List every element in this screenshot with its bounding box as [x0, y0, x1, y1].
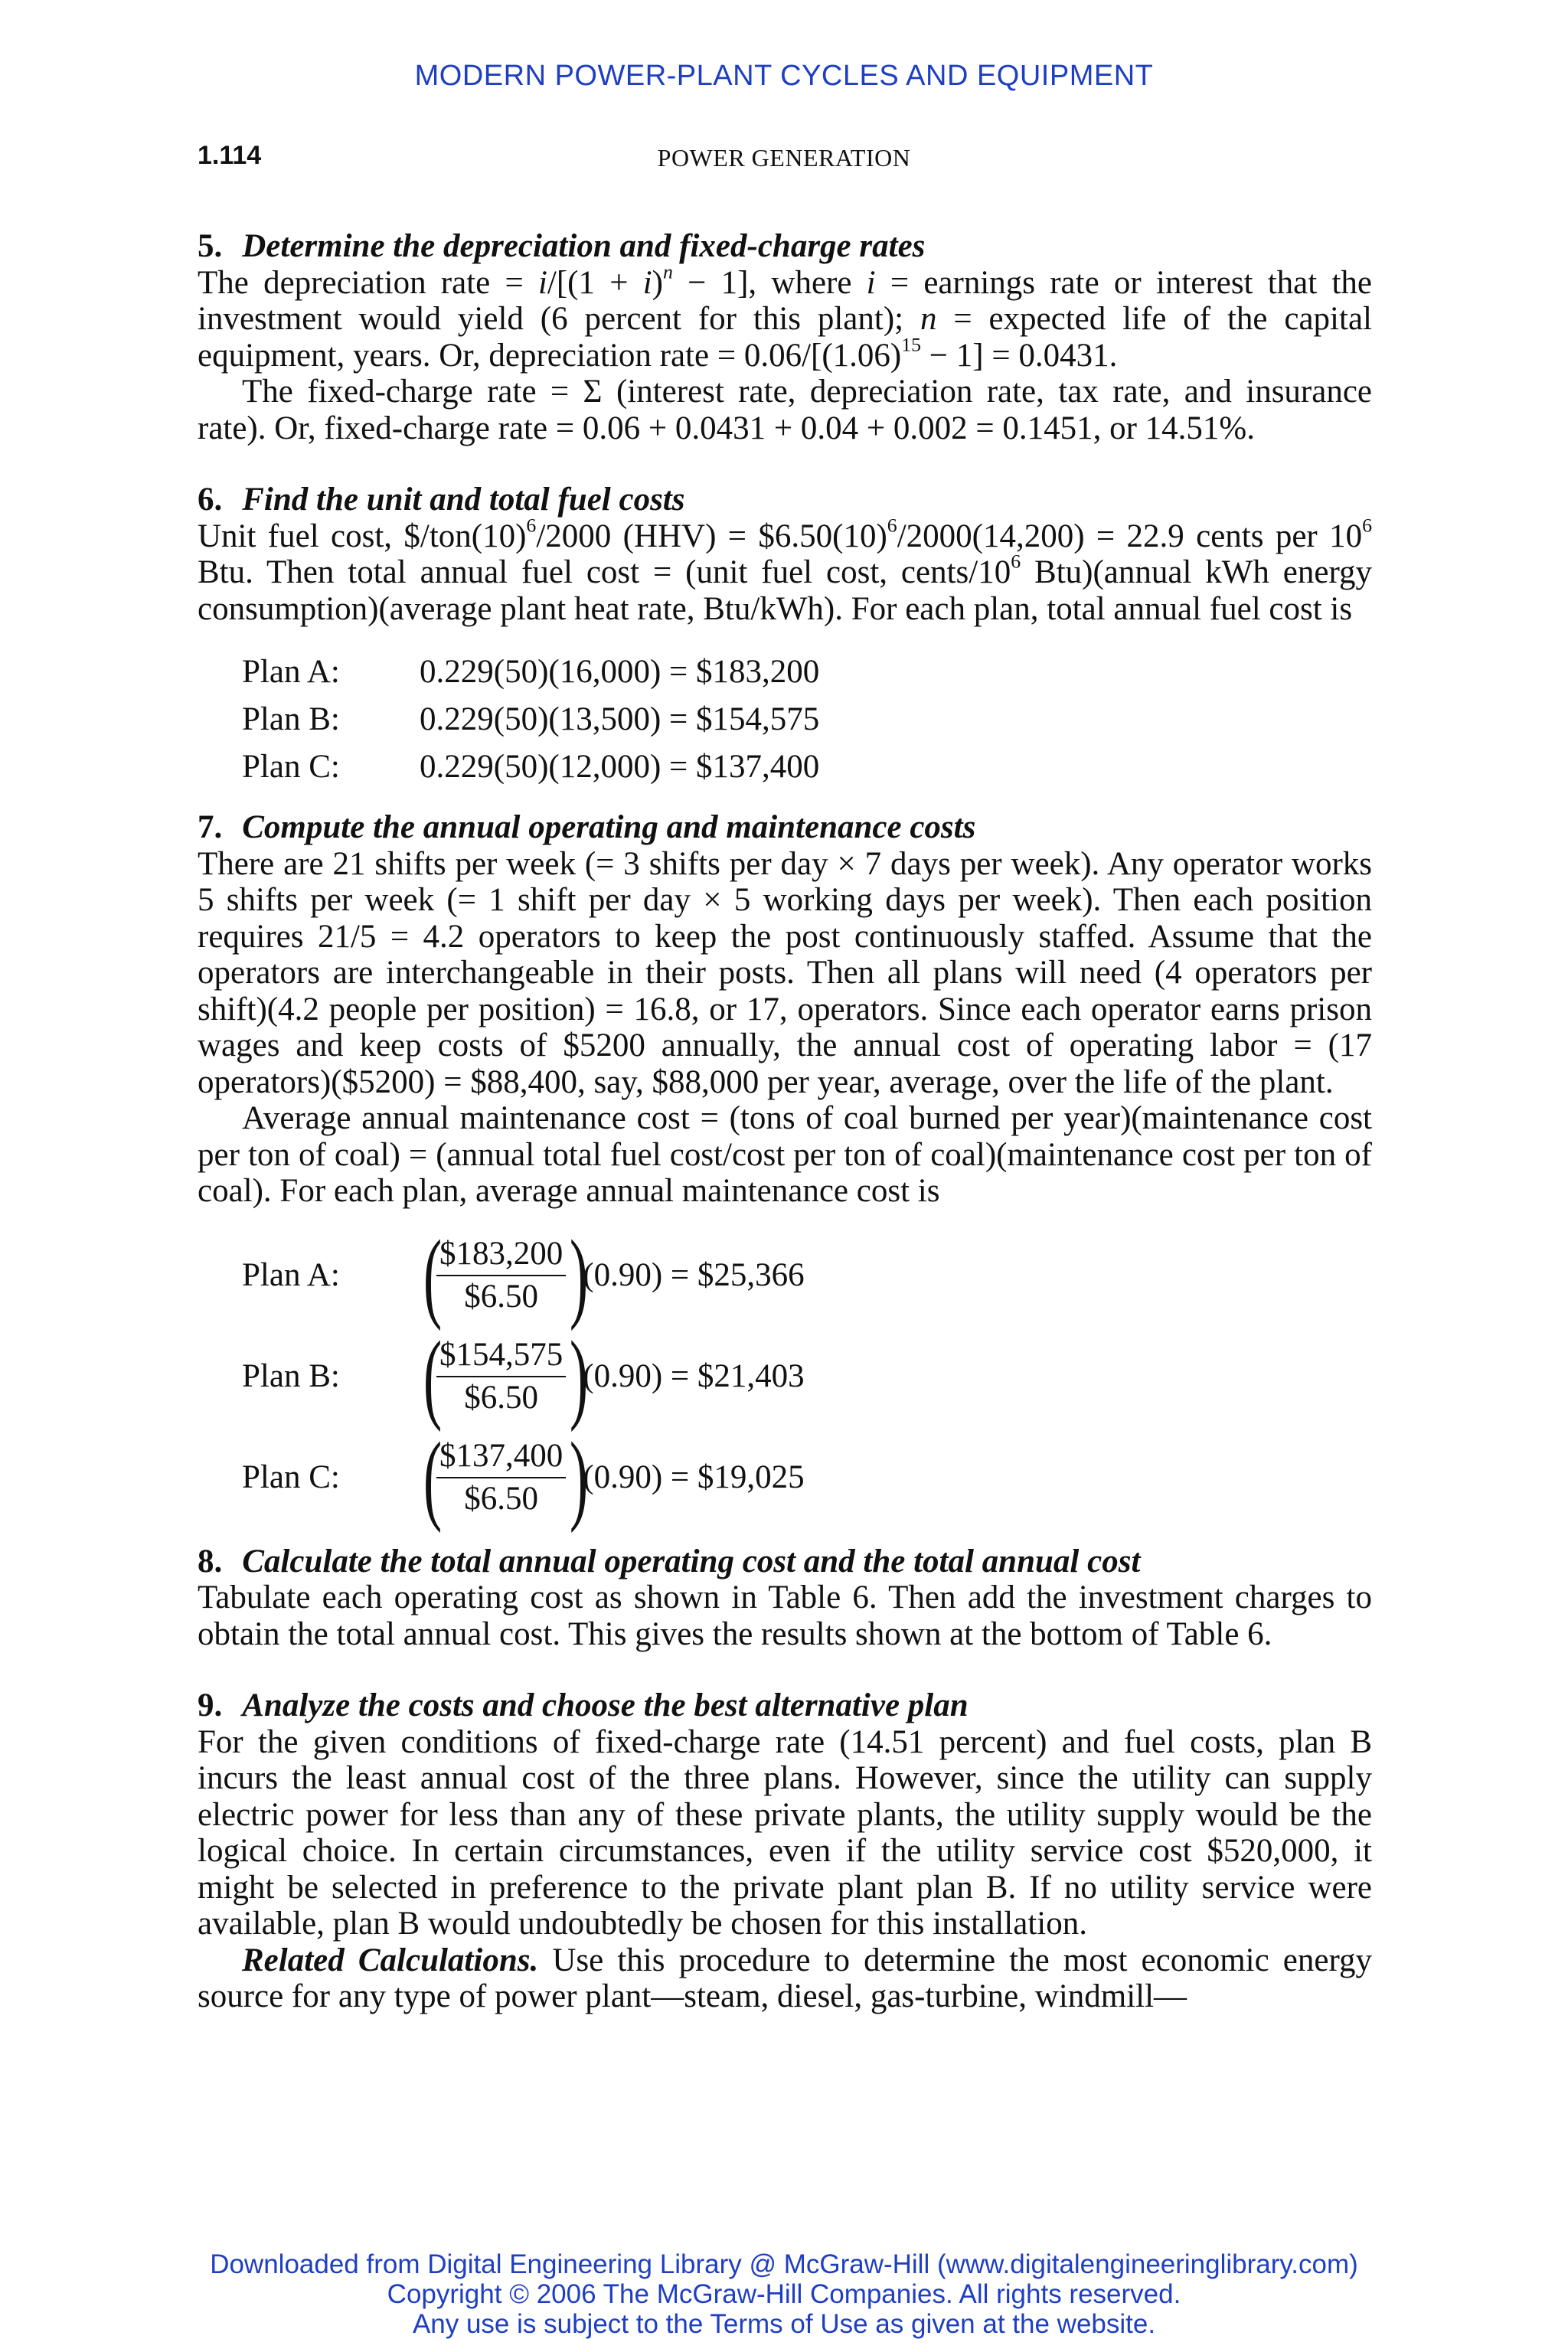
footer-copyright: Copyright © 2006 The McGraw-Hill Companies. All rights reserved. — [387, 2279, 1181, 2309]
section-heading — [198, 1687, 1372, 1724]
copyright-footer — [0, 2249, 1568, 2339]
section-9 — [198, 1687, 1372, 2015]
fraction — [436, 1233, 566, 1318]
paragraph: The depreciation rate = $i/[(1 + i)^n - 1]$, where i = earnings rate or interest that the investment would yield (6 percent for this plant); n = expected life of the capital equipment, years. Or, depreciation rate = $0.06/[(1.06)^{15} - 1] = 0.0431$. — [198, 260, 1372, 374]
section-heading — [198, 482, 1372, 518]
section-number: 5. — [198, 228, 223, 264]
section-8 — [198, 1544, 1372, 1653]
section-title: Determine the depreciation and fixed-charge rates — [242, 228, 926, 264]
section-heading — [198, 1544, 1372, 1580]
section-7 — [198, 809, 1372, 1534]
plan-row — [242, 1326, 805, 1427]
plan-label: Plan B: — [242, 1357, 340, 1394]
section-heading — [198, 809, 1372, 846]
left-paren: ( — [423, 1420, 443, 1534]
plan-row — [242, 1225, 805, 1326]
plan-row — [242, 696, 819, 743]
book-title-banner[interactable]: MODERN POWER-PLANT CYCLES AND EQUIPMENT — [414, 60, 1154, 92]
maintenance-cost-table — [242, 1218, 805, 1534]
expression-rest: (0.90) = $19,025 — [583, 1459, 805, 1495]
denominator: $6.50 — [464, 1278, 538, 1315]
section-title: Find the unit and total fuel costs — [242, 482, 685, 518]
plan-expression: 0.229(50)(16,000) = $183,200 — [420, 654, 820, 691]
footer-terms-link[interactable]: Any use is subject to the Terms of Use as given at the website. — [412, 2309, 1156, 2339]
section-title: Calculate the total annual operating cost and the total annual cost — [242, 1543, 1141, 1579]
paragraph: Tabulate each operating cost as shown in Table 6. Then add the investment charges to obtain the total annual cost. This gives the results shown at the bottom of Table 6. — [198, 1579, 1372, 1652]
plan-expression — [420, 1319, 805, 1432]
denominator: $6.50 — [464, 1379, 538, 1416]
paragraph: Average annual maintenance cost = (tons of coal burned per year)(maintenance cost per ton of coal) = (annual total fuel cost/cost per ton of coal)(maintenance cost per ton of coal). For each plan, average annual maintenance cost is — [198, 1100, 1372, 1209]
plan-expression — [420, 1218, 805, 1331]
right-paren: ) — [570, 1218, 589, 1331]
left-paren: ( — [423, 1319, 443, 1432]
paragraph: There are 21 shifts per week (= 3 shifts per day × 7 days per week). Any operator works 5 shifts per week (= 1 shift per day × 5 working days per week). Then each position requires 21/5 = 4.2 operators to keep the post continuously staffed. Assume that the operators are interchangeable in their posts. Then all plans will need (4 operators per shift)(4.2 people per position) = 16.8, or 17, operators. Since each operator earns prison wages and keep costs of $5200 annually, the annual cost of operating labor = (17 operators)($5200) = $88,400, say, $88,000 per year, average, over the life of the plant. — [198, 845, 1372, 1100]
plan-label: Plan C: — [242, 749, 340, 786]
plan-row — [242, 1427, 805, 1528]
right-paren: ) — [570, 1420, 589, 1534]
plan-expression: 0.229(50)(12,000) = $137,400 — [420, 749, 820, 786]
paragraph: The fixed-charge rate = Σ (interest rate, depreciation rate, tax rate, and insurance rate). Or, fixed-charge rate = 0.06 + 0.0431 + 0.04 + 0.002 = 0.1451, or 14.51%. — [198, 374, 1372, 446]
related-calculations-label: Related Calculations. — [242, 1942, 539, 1978]
section-number: 8. — [198, 1543, 223, 1579]
plan-label: Plan B: — [242, 701, 340, 738]
paragraph: Unit fuel cost, $\$/ton(10)^6/2000$ $(HHV) = \$6.50(10)^6/2000(14,200) = 22.9$ cents per $10^6$ Btu. Then total annual fuel cost = (unit fuel cost, cents/$10^6$ Btu)(annual kWh energy consumption)(average plant heat rate, Btu/kWh). For each plan, total annual fuel cost is — [198, 514, 1372, 627]
section-number: 9. — [198, 1687, 223, 1723]
page-body — [198, 228, 1372, 2015]
numerator: $154,575 — [436, 1334, 566, 1377]
plan-row — [242, 743, 819, 791]
section-title: Compute the annual operating and maintenance costs — [242, 809, 976, 845]
related-calculations-text: Use this procedure to determine the most economic energy source for any type of power plant—steam, diesel, gas-turbine, windmill— — [198, 1942, 1372, 2014]
left-paren: ( — [423, 1218, 443, 1331]
section-title: Analyze the costs and choose the best alternative plan — [242, 1687, 969, 1723]
expression-rest: (0.90) = $21,403 — [583, 1357, 805, 1394]
numerator: $183,200 — [436, 1233, 566, 1276]
section-5 — [198, 228, 1372, 446]
fuel-cost-table — [242, 648, 819, 791]
plan-expression — [420, 1420, 805, 1534]
fraction — [436, 1436, 566, 1520]
plan-label: Plan A: — [242, 654, 340, 691]
fraction — [436, 1334, 566, 1419]
section-6 — [198, 482, 1372, 791]
numerator: $137,400 — [436, 1436, 566, 1478]
plan-label: Plan C: — [242, 1459, 340, 1495]
page-number: 1.114 — [198, 141, 262, 170]
plan-expression: 0.229(50)(13,500) = $154,575 — [420, 701, 820, 738]
right-paren: ) — [570, 1319, 589, 1432]
plan-row — [242, 648, 819, 696]
section-number: 6. — [198, 482, 223, 518]
denominator: $6.50 — [464, 1480, 538, 1517]
related-calculations-paragraph — [198, 1942, 1372, 2015]
paragraph: For the given conditions of fixed-charge rate (14.51 percent) and fuel costs, plan B incurs the least annual cost of the three plans. However, since the utility can supply electric power for less than any of these private plants, the utility supply would be the logical choice. In certain circumstances, even if the utility service cost $520,000, it might be selected in preference to the private plant plan B. If no utility service were available, plan B would undoubtedly be chosen for this installation. — [198, 1723, 1372, 1942]
expression-rest: (0.90) = $25,366 — [583, 1256, 805, 1293]
section-number: 7. — [198, 809, 223, 845]
running-head: POWER GENERATION — [657, 144, 911, 172]
section-heading — [198, 228, 1372, 265]
footer-download-link[interactable]: Downloaded from Digital Engineering Library @ McGraw-Hill (www.digitalengineeringlibrary.com) — [210, 2249, 1358, 2279]
plan-label: Plan A: — [242, 1256, 340, 1293]
